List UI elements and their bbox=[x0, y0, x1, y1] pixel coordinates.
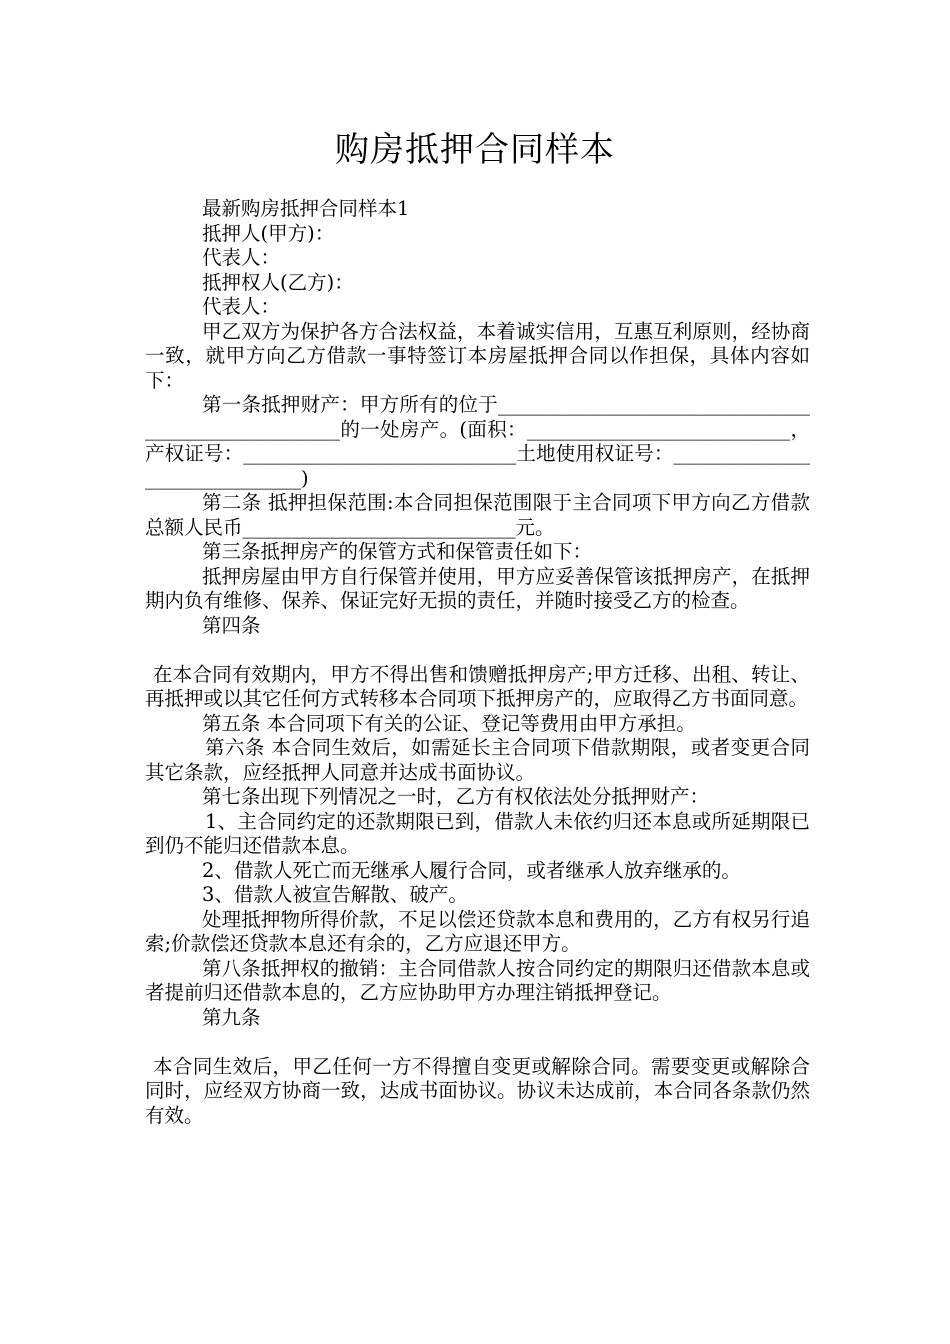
article-7-item-3: 3、借款人被宣告解散、破产。 bbox=[202, 883, 468, 906]
paragraph-gap bbox=[145, 638, 810, 663]
document-title: 购房抵押合同样本 bbox=[335, 130, 615, 170]
article-2-paragraph: 第二条 抵押担保范围:本合同担保范围限于主合同项下甲方向乙方借款总额人民币____________________________元。 bbox=[145, 491, 810, 539]
article-7-item-1: 1、主合同约定的还款期限已到，借款人未依约归还本息或所延期限已到仍不能归还借款本息。 bbox=[145, 809, 810, 857]
article-8-paragraph: 第八条抵押权的撤销：主合同借款人按合同约定的期限归还借款本息或者提前归还借款本息的，乙方应协助甲方办理注销抵押登记。 bbox=[145, 956, 810, 1004]
document-body bbox=[145, 197, 810, 1128]
mortgagor-field: 抵押人(甲方)： bbox=[202, 221, 335, 245]
article-5-paragraph: 第五条 本合同项下有关的公证、登记等费用由甲方承担。 bbox=[202, 711, 696, 735]
article-7-paragraph: 处理抵押物所得价款，不足以偿还贷款本息和费用的，乙方有权另行追索;价款偿还贷款本息还有余的，乙方应退还甲方。 bbox=[145, 907, 810, 955]
mortgagee-field: 抵押权人(乙方)： bbox=[202, 270, 354, 294]
article-9-paragraph: 本合同生效后，甲乙任何一方不得擅自变更或解除合同。需要变更或解除合同时，应经双方协商一致，达成书面协议。协议未达成前，本合同各条款仍然有效。 bbox=[145, 1054, 810, 1127]
preamble-paragraph: 甲乙双方为保护各方合法权益，本着诚实信用，互惠互利原则，经协商一致，就甲方向乙方借款一事特签订本房屋抵押合同以作担保，具体内容如下： bbox=[145, 319, 810, 392]
article-7-item-2: 2、借款人死亡而无继承人履行合同，或者继承人放弃继承的。 bbox=[202, 858, 741, 882]
mortgagor-representative-field: 代表人： bbox=[202, 246, 281, 269]
article-9-heading: 第九条 bbox=[202, 1005, 261, 1029]
subtitle: 最新购房抵押合同样本1 bbox=[202, 197, 410, 220]
article-1-paragraph: 第一条抵押财产：甲方所有的位于____________________________________________________的一处房产。(面积：___________________________，产权证号：____________________________土地使用权证号：______________________________) bbox=[145, 393, 810, 490]
paragraph-gap bbox=[145, 1030, 810, 1055]
article-3-heading: 第三条抵押房产的保管方式和保管责任如下： bbox=[202, 540, 593, 563]
article-7-heading: 第七条出现下列情况之一时，乙方有权依法处分抵押财产： bbox=[202, 785, 710, 808]
article-6-paragraph: 第六条 本合同生效后，如需延长主合同项下借款期限，或者变更合同其它条款，应经抵押人同意并达成书面协议。 bbox=[145, 736, 810, 784]
article-3-paragraph: 抵押房屋由甲方自行保管并使用，甲方应妥善保管该抵押房产，在抵押期内负有维修、保养、保证完好无损的责任，并随时接受乙方的检查。 bbox=[145, 564, 810, 612]
article-4-paragraph: 在本合同有效期内，甲方不得出售和馈赠抵押房产;甲方迁移、出租、转让、再抵押或以其它任何方式转移本合同项下抵押房产的，应取得乙方书面同意。 bbox=[145, 662, 810, 710]
article-4-heading: 第四条 bbox=[202, 613, 261, 637]
mortgagee-representative-field: 代表人： bbox=[202, 295, 281, 318]
